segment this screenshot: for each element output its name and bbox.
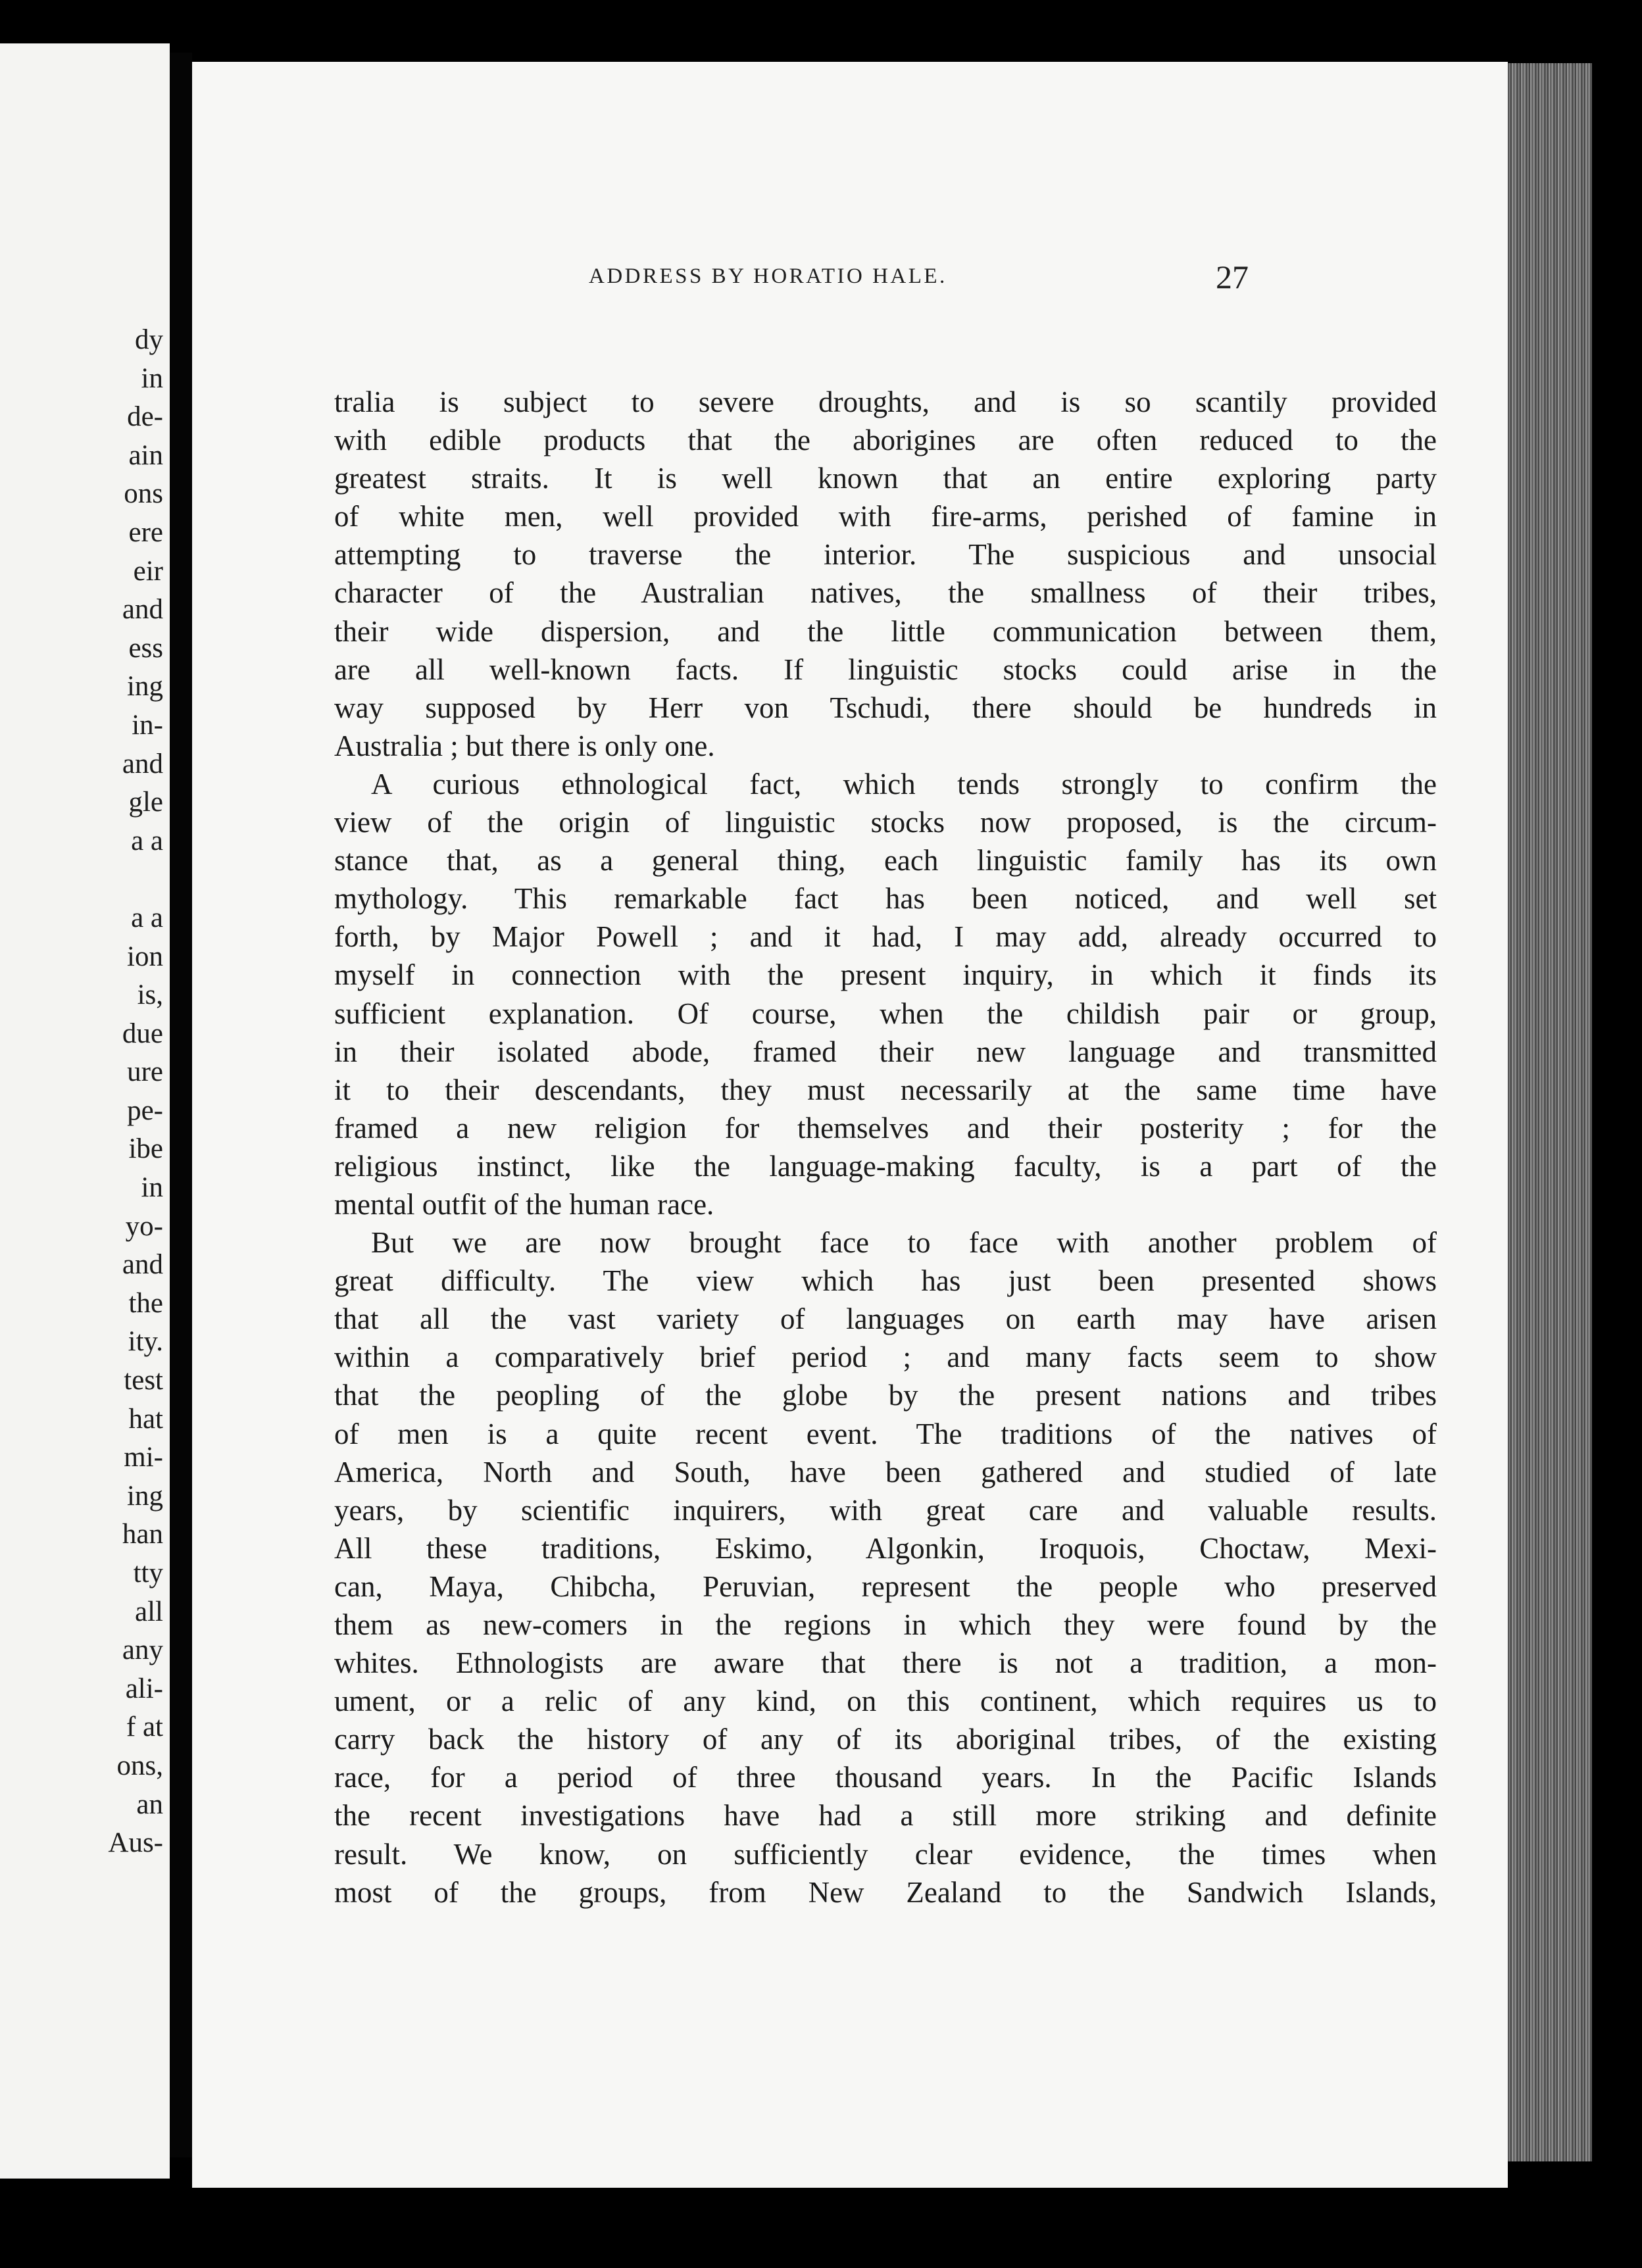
left-fragment: and	[122, 748, 163, 779]
left-fragment: f at	[126, 1712, 163, 1743]
text-line: carry back the history of any of its aboriginal tribes, of the existing	[334, 1723, 1437, 1756]
text-line: that the peopling of the globe by the present nations and tribes	[334, 1379, 1437, 1412]
left-fragment: ibe	[128, 1133, 163, 1165]
left-fragment: is,	[137, 979, 163, 1011]
text-line: tralia is subject to severe droughts, and is so scantily provided	[334, 385, 1437, 418]
text-line: ument, or a relic of any kind, on this continent, which requires us to	[334, 1685, 1437, 1718]
text-line: most of the groups, from New Zealand to the Sandwich Islands,	[334, 1875, 1437, 1909]
page-edge-stack	[1508, 63, 1592, 2161]
text-line: myself in connection with the present inquiry, in which it finds its	[334, 958, 1437, 992]
text-line: result. We know, on sufficiently clear evidence, the times when	[334, 1837, 1437, 1871]
right-page	[192, 62, 1508, 2188]
text-line: it to their descendants, they must necessarily at the same time have	[334, 1073, 1437, 1106]
left-fragment: dy	[135, 324, 163, 355]
left-fragment: de-	[127, 401, 163, 433]
running-head: ADDRESS BY HORATIO HALE.	[589, 264, 947, 288]
left-fragment: an	[136, 1788, 163, 1820]
left-fragment: ion	[127, 941, 163, 972]
text-line: great difficulty. The view which has just been presented shows	[334, 1264, 1437, 1298]
text-line: character of the Australian natives, the smallness of their tribes,	[334, 576, 1437, 610]
left-fragment: in	[141, 362, 163, 394]
left-page	[0, 43, 170, 2179]
left-fragment: ure	[127, 1056, 163, 1088]
text-line: in their isolated abode, framed their new language and transmitted	[334, 1035, 1437, 1068]
text-line: their wide dispersion, and the little communication between them,	[334, 614, 1437, 648]
text-line: years, by scientific inquirers, with great care and valuable results.	[334, 1493, 1437, 1527]
left-fragment: Aus-	[108, 1827, 163, 1859]
left-fragment	[108, 860, 163, 899]
body-text	[334, 383, 1437, 1911]
left-fragment: ing	[127, 1480, 163, 1512]
text-line: within a comparatively brief period ; and many facts seem to show	[334, 1341, 1437, 1374]
left-fragment: in	[141, 1172, 163, 1204]
text-line: framed a new religion for themselves and their posterity ; for the	[334, 1111, 1437, 1145]
text-line: America, North and South, have been gathered and studied of late	[334, 1455, 1437, 1489]
left-fragment: due	[122, 1018, 163, 1049]
text-line: attempting to traverse the interior. The suspicious and unsocial	[334, 538, 1437, 572]
text-line: can, Maya, Chibcha, Peruvian, represent the people who preserved	[334, 1569, 1437, 1603]
left-fragment: any	[122, 1635, 163, 1666]
text-line: greatest straits. It is well known that an entire exploring party	[334, 462, 1437, 495]
text-line: Australia ; but there is only one.	[334, 729, 715, 762]
left-fragment: and	[122, 1249, 163, 1281]
left-fragment: tty	[133, 1558, 163, 1589]
text-line: the recent investigations have had a still more striking and definite	[334, 1799, 1437, 1833]
left-fragment: ali-	[125, 1673, 163, 1704]
text-line: view of the origin of linguistic stocks now proposed, is the circum-	[334, 806, 1437, 839]
left-fragment: a a	[131, 902, 163, 933]
page-number: 27	[1216, 259, 1249, 295]
left-fragment: ain	[128, 439, 163, 471]
text-line: race, for a period of three thousand years. In the Pacific Islands	[334, 1761, 1437, 1794]
left-fragment: mi-	[124, 1442, 163, 1473]
left-fragment: yo-	[125, 1210, 163, 1242]
text-line: stance that, as a general thing, each linguistic family has its own	[334, 844, 1437, 877]
left-fragment: in-	[132, 709, 163, 741]
text-line: religious instinct, like the language-making faculty, is a part of the	[334, 1149, 1437, 1183]
left-fragment: pe-	[127, 1095, 163, 1126]
text-line: mythology. This remarkable fact has been noticed, and well set	[334, 882, 1437, 916]
text-line: way supposed by Herr von Tschudi, there should be hundreds in	[334, 691, 1437, 724]
text-line: of white men, well provided with fire-arms, perished of famine in	[334, 500, 1437, 533]
left-fragment: eir	[133, 555, 163, 587]
left-fragment: ess	[128, 632, 163, 664]
text-line: A curious ethnological fact, which tends strongly to confirm the	[371, 767, 1437, 801]
text-line: with edible products that the aborigines are often reduced to the	[334, 424, 1437, 457]
left-fragment: ons,	[116, 1750, 163, 1781]
left-fragment: ity.	[128, 1326, 163, 1358]
text-line: But we are now brought face to face with another problem of	[371, 1226, 1437, 1260]
left-fragment: gle	[128, 787, 163, 818]
left-fragment: and	[122, 594, 163, 626]
text-line: forth, by Major Powell ; and it had, I may add, already occurred to	[334, 920, 1437, 954]
text-line: of men is a quite recent event. The traditions of the natives of	[334, 1417, 1437, 1450]
text-line: are all well-known facts. If linguistic stocks could arise in the	[334, 653, 1437, 686]
left-fragment: han	[122, 1519, 163, 1550]
left-fragment: ere	[128, 516, 163, 548]
left-fragment: ing	[127, 671, 163, 703]
left-fragment: test	[124, 1365, 163, 1396]
text-line: them as new-comers in the regions in which they were found by the	[334, 1608, 1437, 1641]
text-line: All these traditions, Eskimo, Algonkin, Iroquois, Choctaw, Mexi-	[334, 1531, 1437, 1565]
text-line: sufficient explanation. Of course, when the childish pair or group,	[334, 997, 1437, 1030]
page-header	[192, 258, 1249, 304]
left-fragment: hat	[128, 1403, 163, 1435]
left-fragment: ons	[124, 478, 163, 510]
left-page-text-fragments	[108, 321, 163, 1863]
text-line: that all the vast variety of languages on earth may have arisen	[334, 1302, 1437, 1336]
left-fragment: a a	[131, 825, 163, 856]
text-line: mental outfit of the human race.	[334, 1187, 714, 1221]
text-line: whites. Ethnologists are aware that there is not a tradition, a mon-	[334, 1646, 1437, 1680]
left-fragment: all	[135, 1596, 163, 1627]
book-gutter	[170, 53, 192, 2157]
left-fragment: the	[128, 1287, 163, 1319]
